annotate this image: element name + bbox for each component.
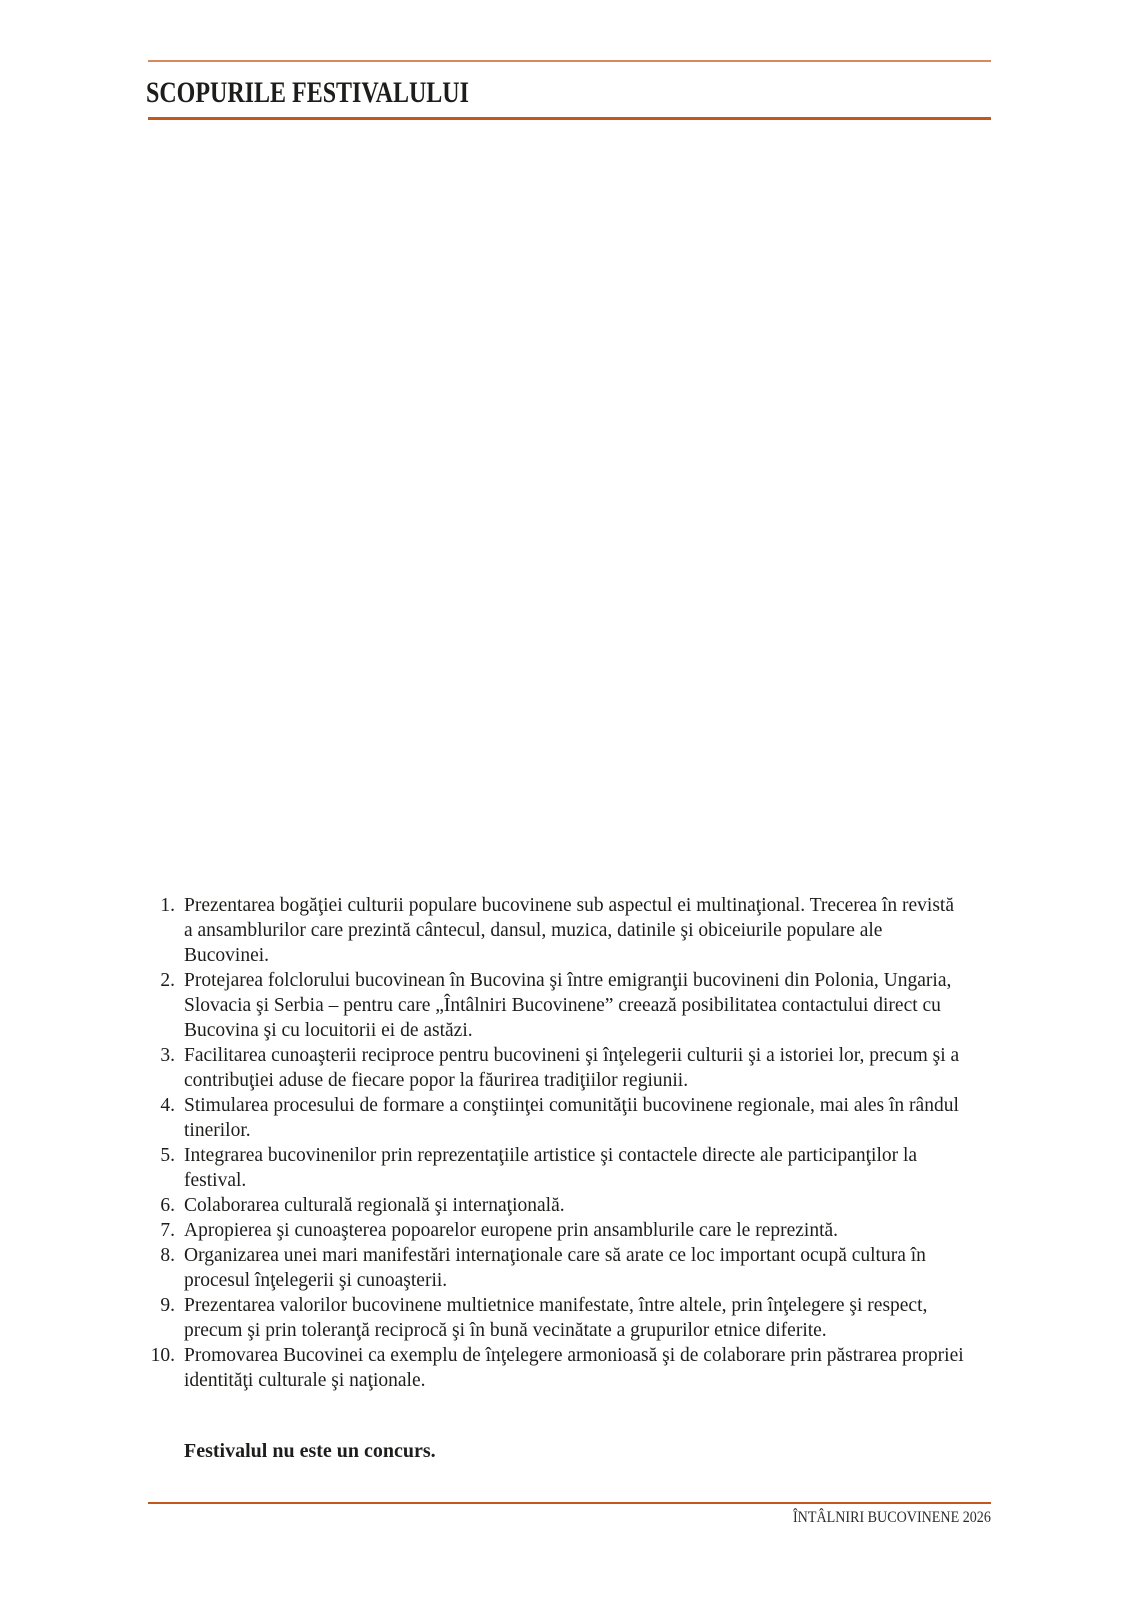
goal-item-7: Apropierea şi cunoaşterea popoarelor europene prin ansamblurile care le reprezintă. (184, 1220, 839, 1241)
goals-list (148, 893, 966, 1393)
goal-item-10: Promovarea Bucovinei ca exemplu de înţelegere armonioasă şi de colaborare prin păstrarea propriei identităţi culturale şi naţionale. (184, 1345, 964, 1391)
header-rule-top (148, 60, 991, 62)
goal-item-5: Integrarea bucovinenilor prin reprezentaţiile artistice şi contactele directe ale participanţilor la festival. (184, 1145, 918, 1191)
footer-text: ÎNTÂLNIRI BUCOVINENE 2026 (793, 1509, 991, 1526)
goal-item-8: Organizarea unei mari manifestări internaţionale care să arate ce loc important ocupă cultura în procesul înţelegerii şi cunoaşterii. (184, 1245, 926, 1291)
goal-item-1: Prezentarea bogăţiei culturii populare bucovinene sub aspectul ei multinaţional. Trecerea în revistă a ansamblurilor care prezintă cântecul, dansul, muzica, datinile şi obiceiurile populare ale Bucovinei. (184, 895, 954, 966)
goal-item-6: Colaborarea culturală regională şi internaţională. (184, 1195, 565, 1216)
footer-rule (148, 1502, 991, 1504)
goal-item-2: Protejarea folclorului bucovinean în Bucovina şi între emigranţii bucovineni din Polonia, Ungaria, Slovacia şi Serbia – pentru care „Întâlniri Bucovinene” creează posibilitatea contactului direct cu Bucovina şi cu locuitorii ei de astăzi. (184, 970, 952, 1041)
goal-item-9: Prezentarea valorilor bucovinene multietnice manifestate, între altele, prin înţelegere şi respect, precum şi prin toleranţă reciprocă şi în bună vecinătate a grupurilor etnice diferite. (184, 1295, 928, 1341)
festival-note: Festivalul nu este un concurs. (184, 1440, 436, 1462)
page-title: SCOPURILE FESTIVALULUI (146, 76, 469, 109)
goal-item-3: Facilitarea cunoaşterii reciproce pentru bucovineni şi înţelegerii culturii şi a istoriei lor, precum şi a contribuţiei aduse de fiecare popor la făurirea tradiţiilor regiunii. (184, 1045, 960, 1091)
goal-item-4: Stimularea procesului de formare a conştiinţei comunităţii bucovinene regionale, mai ales în rândul tinerilor. (184, 1095, 959, 1141)
header-rule-bottom (148, 117, 991, 120)
